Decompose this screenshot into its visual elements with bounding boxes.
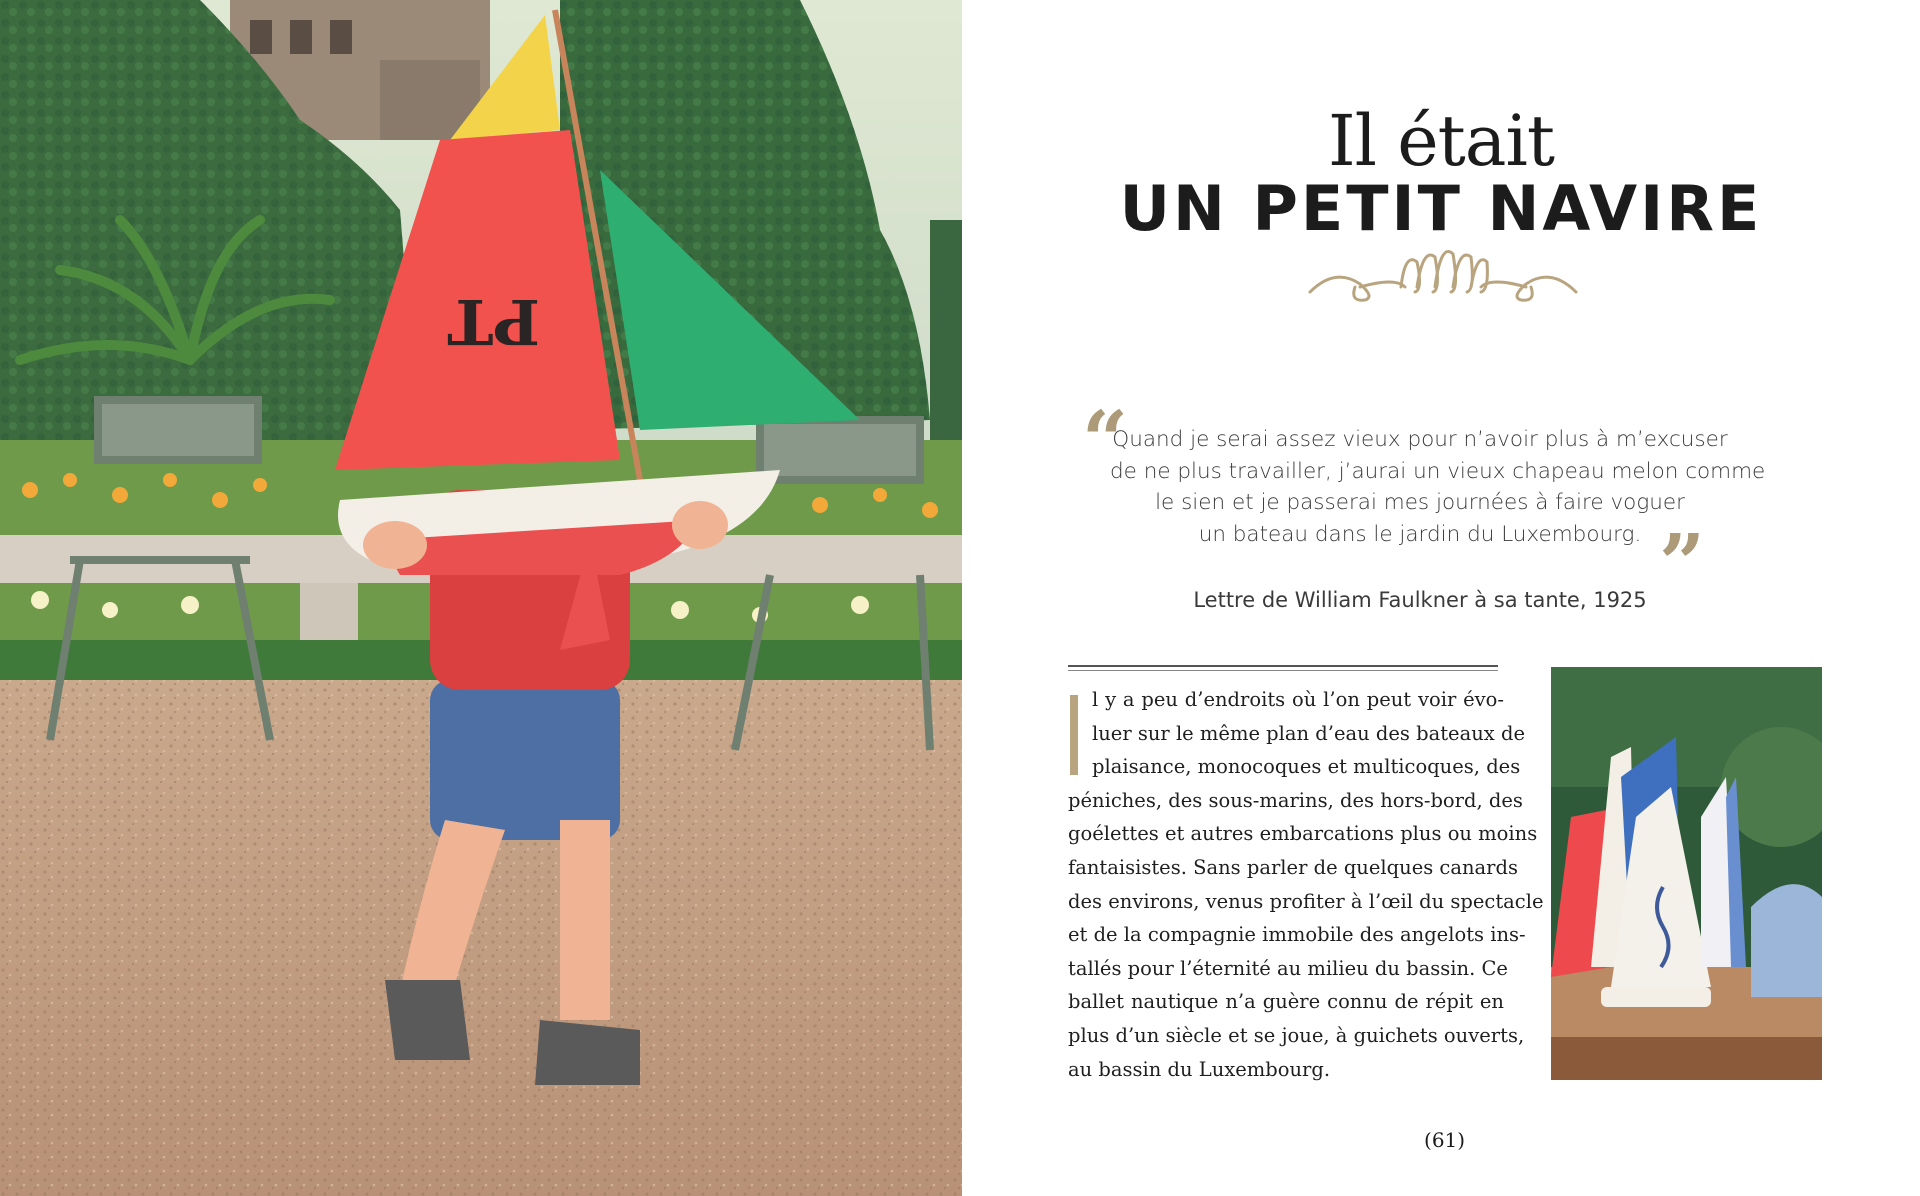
quote-close-mark: ” [1659, 516, 1706, 610]
page-number-value: 61 [1431, 1128, 1458, 1152]
quote-line: Quand je serai assez vieux pour n’avoir plus à m’excuser [1112, 427, 1728, 452]
body-line: goélettes et autres embarcations plus ou moins [1068, 822, 1538, 846]
body-line: plaisance, monocoques et multicoques, des [1092, 755, 1521, 779]
body-line: ballet nautique n’a guère connu de répit en [1068, 990, 1504, 1014]
body-line: fantaisistes. Sans parler de quelques canards [1068, 855, 1518, 879]
body-paragraph [1068, 683, 1544, 1086]
right-page [962, 0, 1920, 1196]
toy-boats-photo [1551, 667, 1822, 1080]
section-rule [1068, 665, 1498, 667]
quote-text [1110, 424, 1766, 550]
title-line-1: Il était [1327, 100, 1555, 182]
sail-lettering: PT [447, 285, 540, 358]
section-rule-thin [1068, 670, 1498, 671]
quote-line: le sien et je passerai mes journées à faire voguer [1155, 490, 1685, 515]
flourish-ornament [1305, 242, 1581, 312]
body-line: et de la compagnie immobile des angelots ins- [1068, 923, 1526, 947]
body-line: au bassin du Luxembourg. [1068, 1057, 1331, 1081]
body-line: péniches, des sous-marins, des hors-bord, des [1068, 788, 1523, 812]
body-line: luer sur le même plan d’eau des bateaux de [1092, 721, 1525, 745]
quote-open-mark: “ [1082, 393, 1129, 487]
quote-line: de ne plus travailler, j’aurai un vieux chapeau melon comme [1110, 458, 1766, 484]
body-line: l y a peu d’endroits où l’on peut voir évo- [1092, 688, 1504, 711]
body-line: des environs, venus profiter à l’œil du spectacle [1068, 889, 1544, 913]
title-line-2: UN PETIT NAVIRE [1119, 172, 1763, 245]
body-line: tallés pour l’éternité au milieu du bassin. Ce [1068, 956, 1508, 980]
quote-line: un bateau dans le jardin du Luxembourg. [1198, 521, 1642, 547]
page-number: (61) [1424, 1128, 1466, 1152]
body-line: plus d’un siècle et se joue, à guichets ouverts, [1068, 1023, 1525, 1047]
quote-attribution: Lettre de William Faulkner à sa tante, 1925 [1193, 588, 1647, 612]
toy-sailboats-illustration [1551, 667, 1822, 1080]
